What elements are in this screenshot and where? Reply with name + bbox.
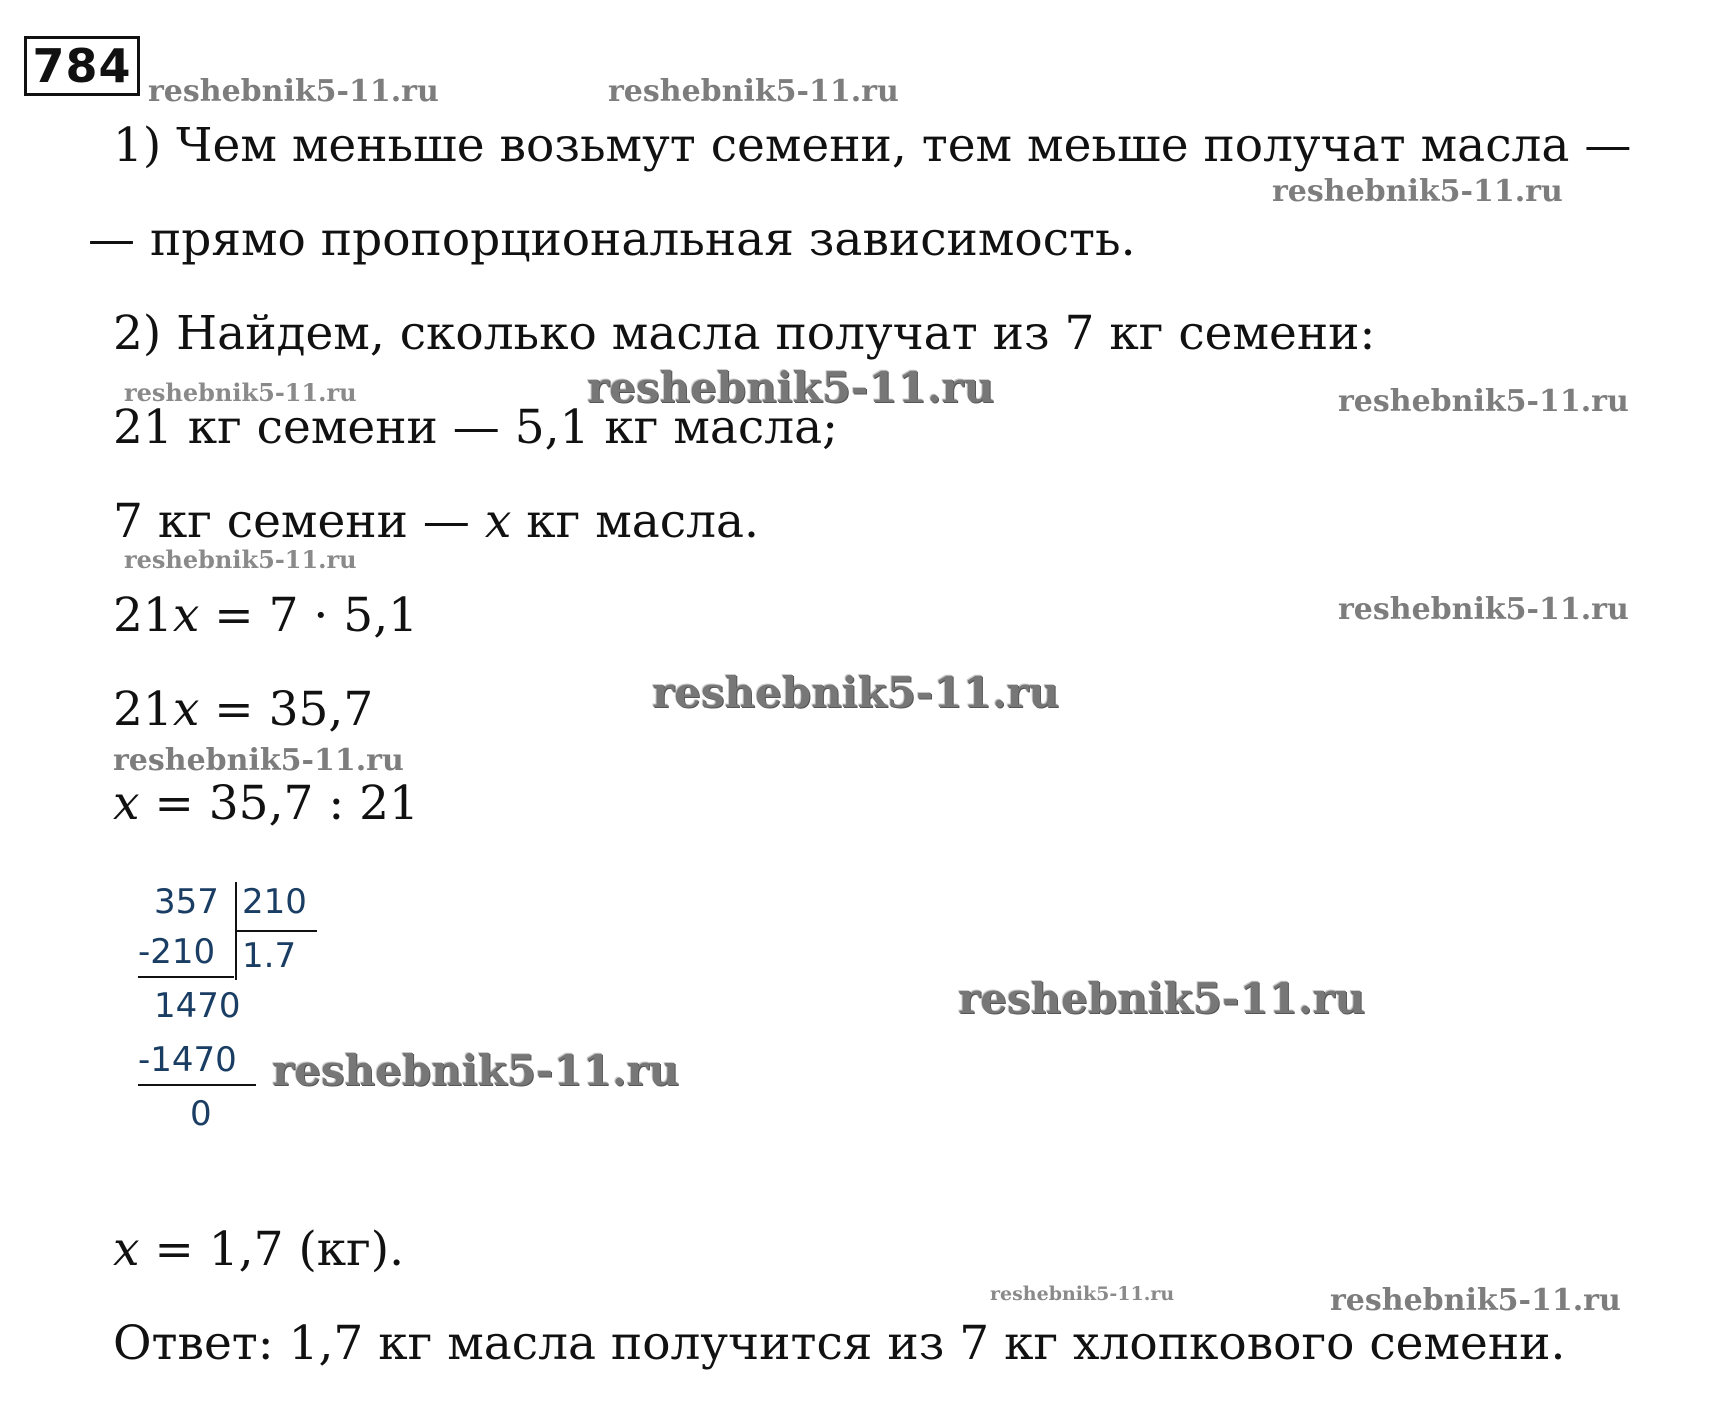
math-variable: x xyxy=(113,776,140,831)
math-variable: x xyxy=(484,494,512,549)
watermark: reshebnik5-11.ru xyxy=(1330,1283,1621,1318)
text-line-3: 2) Найдем, сколько масла получат из 7 кг семени: xyxy=(113,306,1376,361)
division-dividend: 357 xyxy=(154,882,219,922)
equation-2 xyxy=(113,682,373,738)
watermark: reshebnik5-11.ru xyxy=(608,74,899,109)
math-number: 21 xyxy=(113,588,173,643)
math-expression: = 35,7 : 21 xyxy=(139,776,419,831)
text-line-5 xyxy=(113,494,759,550)
watermark: reshebnik5-11.ru xyxy=(272,1046,680,1095)
problem-number: 784 xyxy=(24,36,140,96)
long-division xyxy=(130,880,340,1160)
watermark: reshebnik5-11.ru xyxy=(1272,174,1563,209)
math-expression: = 1,7 (кг). xyxy=(139,1222,405,1277)
division-underline-1 xyxy=(138,976,234,978)
division-divisor: 210 xyxy=(242,882,307,922)
watermark: reshebnik5-11.ru xyxy=(1338,384,1629,419)
division-subtrahend-2: -1470 xyxy=(138,1040,237,1080)
text-segment: кг масла. xyxy=(511,494,759,549)
watermark: reshebnik5-11.ru xyxy=(124,378,357,407)
watermark: reshebnik5-11.ru xyxy=(148,74,439,109)
math-expression: = 35,7 xyxy=(199,682,374,737)
watermark: reshebnik5-11.ru xyxy=(990,1283,1175,1305)
division-remainder-2: 0 xyxy=(190,1094,212,1134)
result-line xyxy=(113,1222,404,1278)
math-expression: = 7 · 5,1 xyxy=(199,588,419,643)
math-variable: x xyxy=(113,1222,140,1277)
division-underline-2 xyxy=(138,1084,256,1086)
math-number: 21 xyxy=(113,682,173,737)
math-variable: x xyxy=(172,588,200,643)
text-segment: 7 кг семени — xyxy=(113,494,485,549)
division-remainder-1: 1470 xyxy=(154,986,241,1026)
division-subtrahend-1: -210 xyxy=(138,932,216,972)
equation-1 xyxy=(113,588,418,644)
answer-line: Ответ: 1,7 кг масла получится из 7 кг хлопкового семени. xyxy=(113,1316,1566,1371)
text-line-1: 1) Чем меньше возьмут семени, тем меьше получат масла — xyxy=(113,118,1632,173)
watermark: reshebnik5-11.ru xyxy=(652,668,1060,717)
division-quotient: 1.7 xyxy=(242,936,297,976)
text-line-4: 21 кг семени — 5,1 кг масла; xyxy=(113,400,838,455)
watermark: reshebnik5-11.ru xyxy=(1338,592,1629,627)
math-variable: x xyxy=(172,682,200,737)
text-line-2: — прямо пропорциональная зависимость. xyxy=(88,212,1136,267)
equation-3 xyxy=(113,776,419,832)
watermark: reshebnik5-11.ru xyxy=(958,974,1366,1023)
division-divisor-line xyxy=(237,930,317,932)
watermark: reshebnik5-11.ru xyxy=(587,363,995,412)
watermark: reshebnik5-11.ru xyxy=(113,743,404,778)
watermark: reshebnik5-11.ru xyxy=(124,545,357,574)
